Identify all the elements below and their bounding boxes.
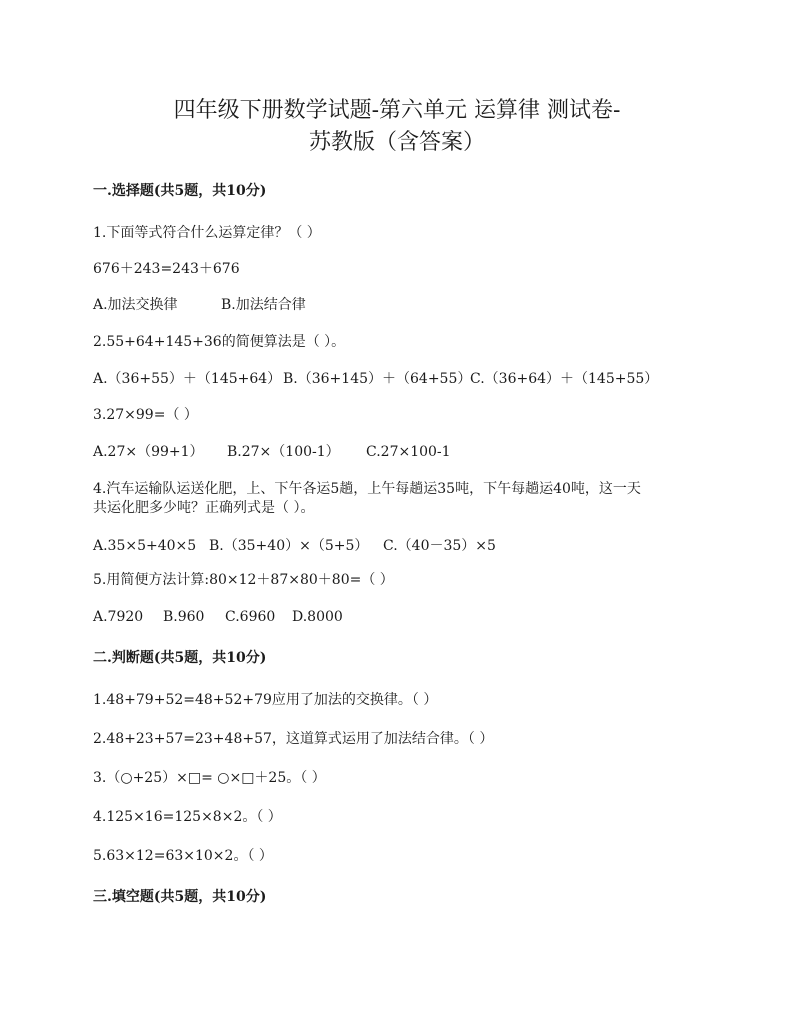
document-title-line-1: 四年级下册数学试题-第六单元 运算律 测试卷- (173, 98, 621, 123)
question-2-option-c: C.（36+64）＋（145+55） (470, 371, 659, 387)
question-1-option-a: A.加法交换律 (93, 297, 178, 313)
question-5-option-b: B.960 (163, 609, 205, 625)
question-5-option-d: D.8000 (292, 609, 343, 625)
judgement-item-1: 1.48+79+52=48+52+79应用了加法的交换律。（ ） (93, 692, 438, 708)
judgement-item-2: 2.48+23+57=23+48+57，这道算式运用了加法结合律。（ ） (93, 731, 494, 747)
section-heading-choice: 一.选择题(共5题，共10分) (93, 183, 267, 199)
question-4-stem-line-1: 4.汽车运输队运送化肥，上、下午各运5趟，上午每趟运35吨，下午每趟运40吨，这一天 (93, 481, 641, 497)
document-title-line-2: 苏教版（含答案） (308, 130, 485, 155)
question-4-option-a: A.35×5+40×5 (93, 538, 197, 554)
question-1-stem: 1.下面等式符合什么运算定律？（ ） (93, 225, 321, 241)
question-1-option-b: B.加法结合律 (221, 297, 306, 313)
question-5-option-c: C.6960 (225, 609, 276, 625)
question-2-option-a: A.（36+55）＋（145+64） (93, 371, 282, 387)
judgement-item-4: 4.125×16=125×8×2。（ ） (93, 809, 282, 825)
question-1-expression: 676＋243=243＋676 (93, 261, 240, 277)
question-2-stem: 2.55+64+145+36的简便算法是（ ）。 (93, 334, 346, 350)
judgement-item-5: 5.63×12=63×10×2。（ ） (93, 848, 273, 864)
question-3-option-c: C.27×100-1 (366, 444, 451, 460)
question-4-option-b: B.（35+40）×（5+5） (209, 538, 369, 554)
section-heading-true-false: 二.判断题(共5题，共10分) (93, 650, 267, 666)
question-3-option-b: B.27×（100-1） (227, 444, 340, 460)
question-2-option-b: B.（36+145）＋（64+55） (283, 371, 472, 387)
question-4-stem-line-2: 共运化肥多少吨？正确列式是（ ）。 (93, 500, 315, 516)
question-4-option-c: C.（40－35）×5 (383, 538, 496, 554)
section-heading-fill-blank: 三.填空题(共5题，共10分) (93, 889, 267, 905)
judgement-item-3: 3.（○+25）×□= ○×□＋25。（ ） (93, 770, 326, 786)
question-3-stem: 3.27×99=（ ） (93, 407, 198, 423)
question-3-option-a: A.27×（99+1） (93, 444, 204, 460)
question-5-stem: 5.用简便方法计算:80×12＋87×80＋80=（ ） (93, 572, 394, 588)
question-5-option-a: A.7920 (93, 609, 144, 625)
